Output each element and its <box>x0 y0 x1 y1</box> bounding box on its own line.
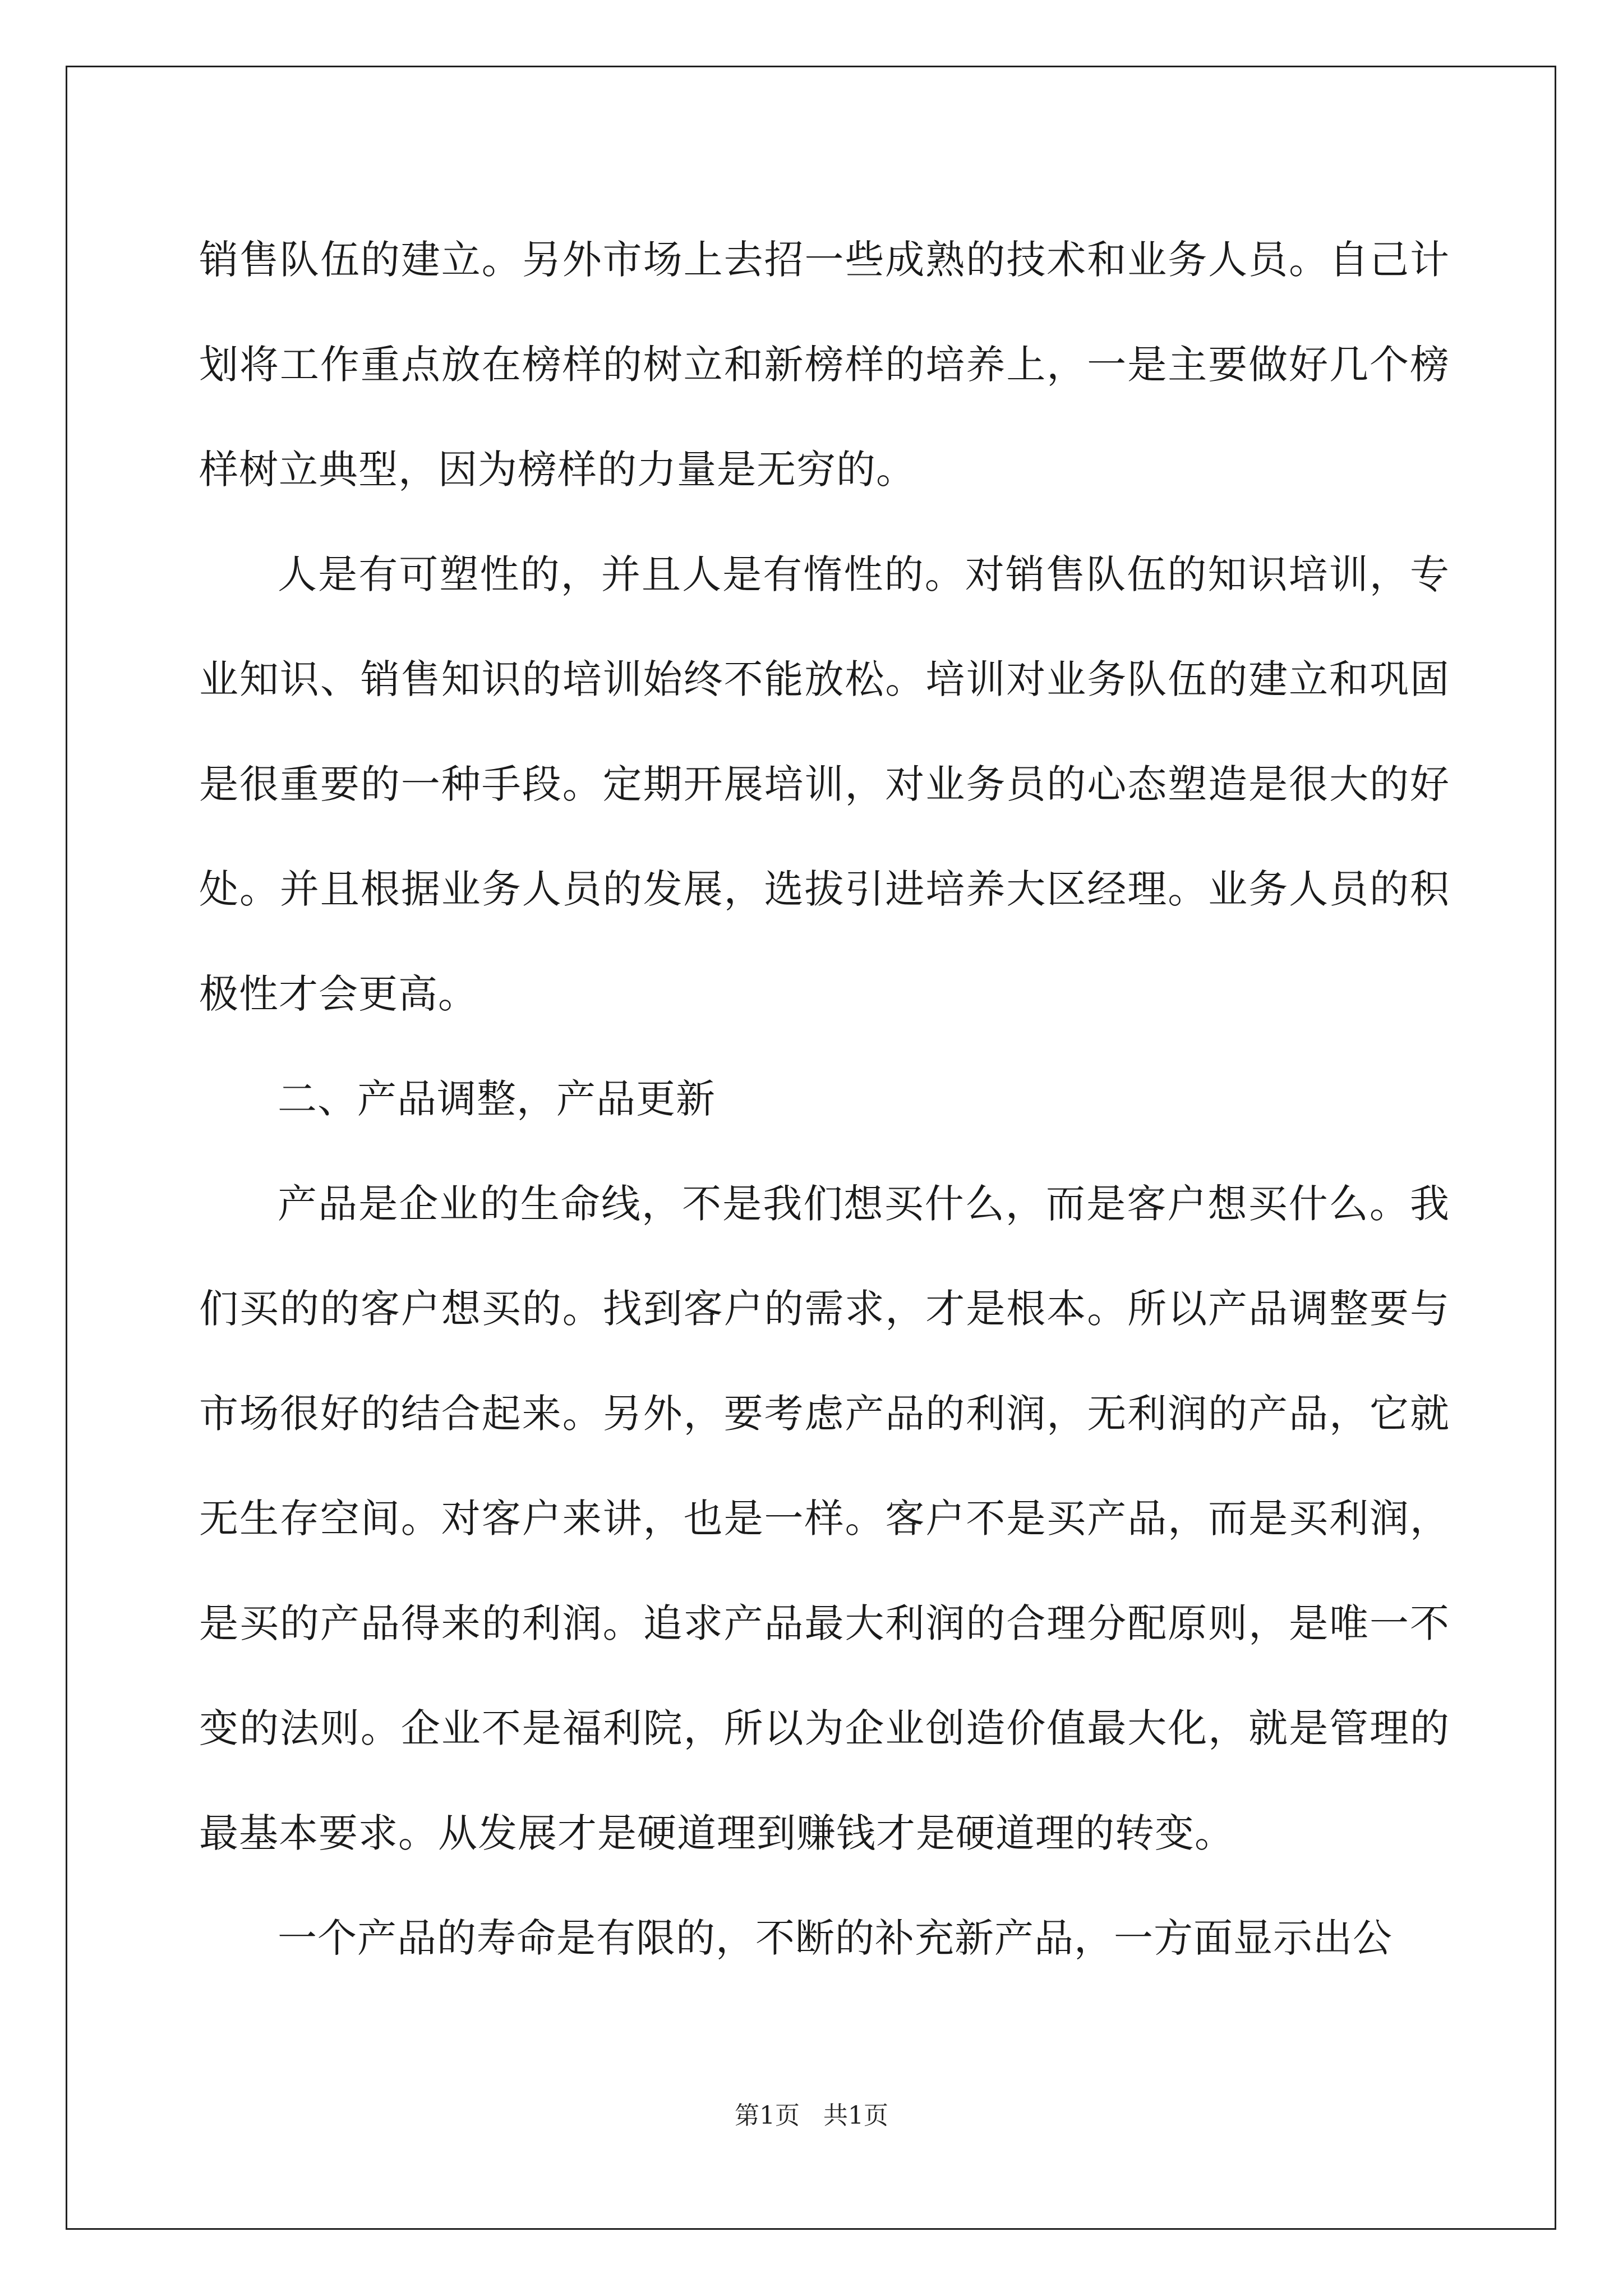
paragraph-4: 一个产品的寿命是有限的，不断的补充新产品，一方面显示出公 <box>278 1915 1393 1961</box>
page-number: 第1页 <box>735 2101 800 2130</box>
document-body <box>199 208 1450 1991</box>
section-heading-product-adjustment: 二、产品调整，产品更新 <box>278 1076 716 1122</box>
page-footer <box>0 2095 1623 2131</box>
paragraph-3: 产品是企业的生命线，不是我们想买什么，而是客户想买什么。我们买的的客户想买的。找到客户的需求，才是根本。所以产品调整要与市场很好的结合起来。另外，要考虑产品的利润，无利润的产品，它就无生存空间。对客户来讲，也是一样。客户不是买产品，而是买利润，是买的产品得来的利润。追求产品最大利润的合理分配原则，是唯一不变的法则。企业不是福利院，所以为企业创造价值最大化，就是管理的最基本要求。从发展才是硬道理到赚钱才是硬道理的转变。 <box>199 1181 1450 1856</box>
paragraph-1: 销售队伍的建立。另外市场上去招一些成熟的技术和业务人员。自己计划将工作重点放在榜样的树立和新榜样的培养上，一是主要做好几个榜样树立典型，因为榜样的力量是无穷的。 <box>199 237 1450 493</box>
paragraph-2: 人是有可塑性的，并且人是有惰性的。对销售队伍的知识培训，专业知识、销售知识的培训始终不能放松。培训对业务队伍的建立和巩固是很重要的一种手段。定期开展培训，对业务员的心态塑造是很大的好处。并且根据业务人员的发展，选拔引进培养大区经理。业务人员的积极性才会更高。 <box>199 551 1450 1017</box>
page-total: 共1页 <box>823 2101 888 2130</box>
